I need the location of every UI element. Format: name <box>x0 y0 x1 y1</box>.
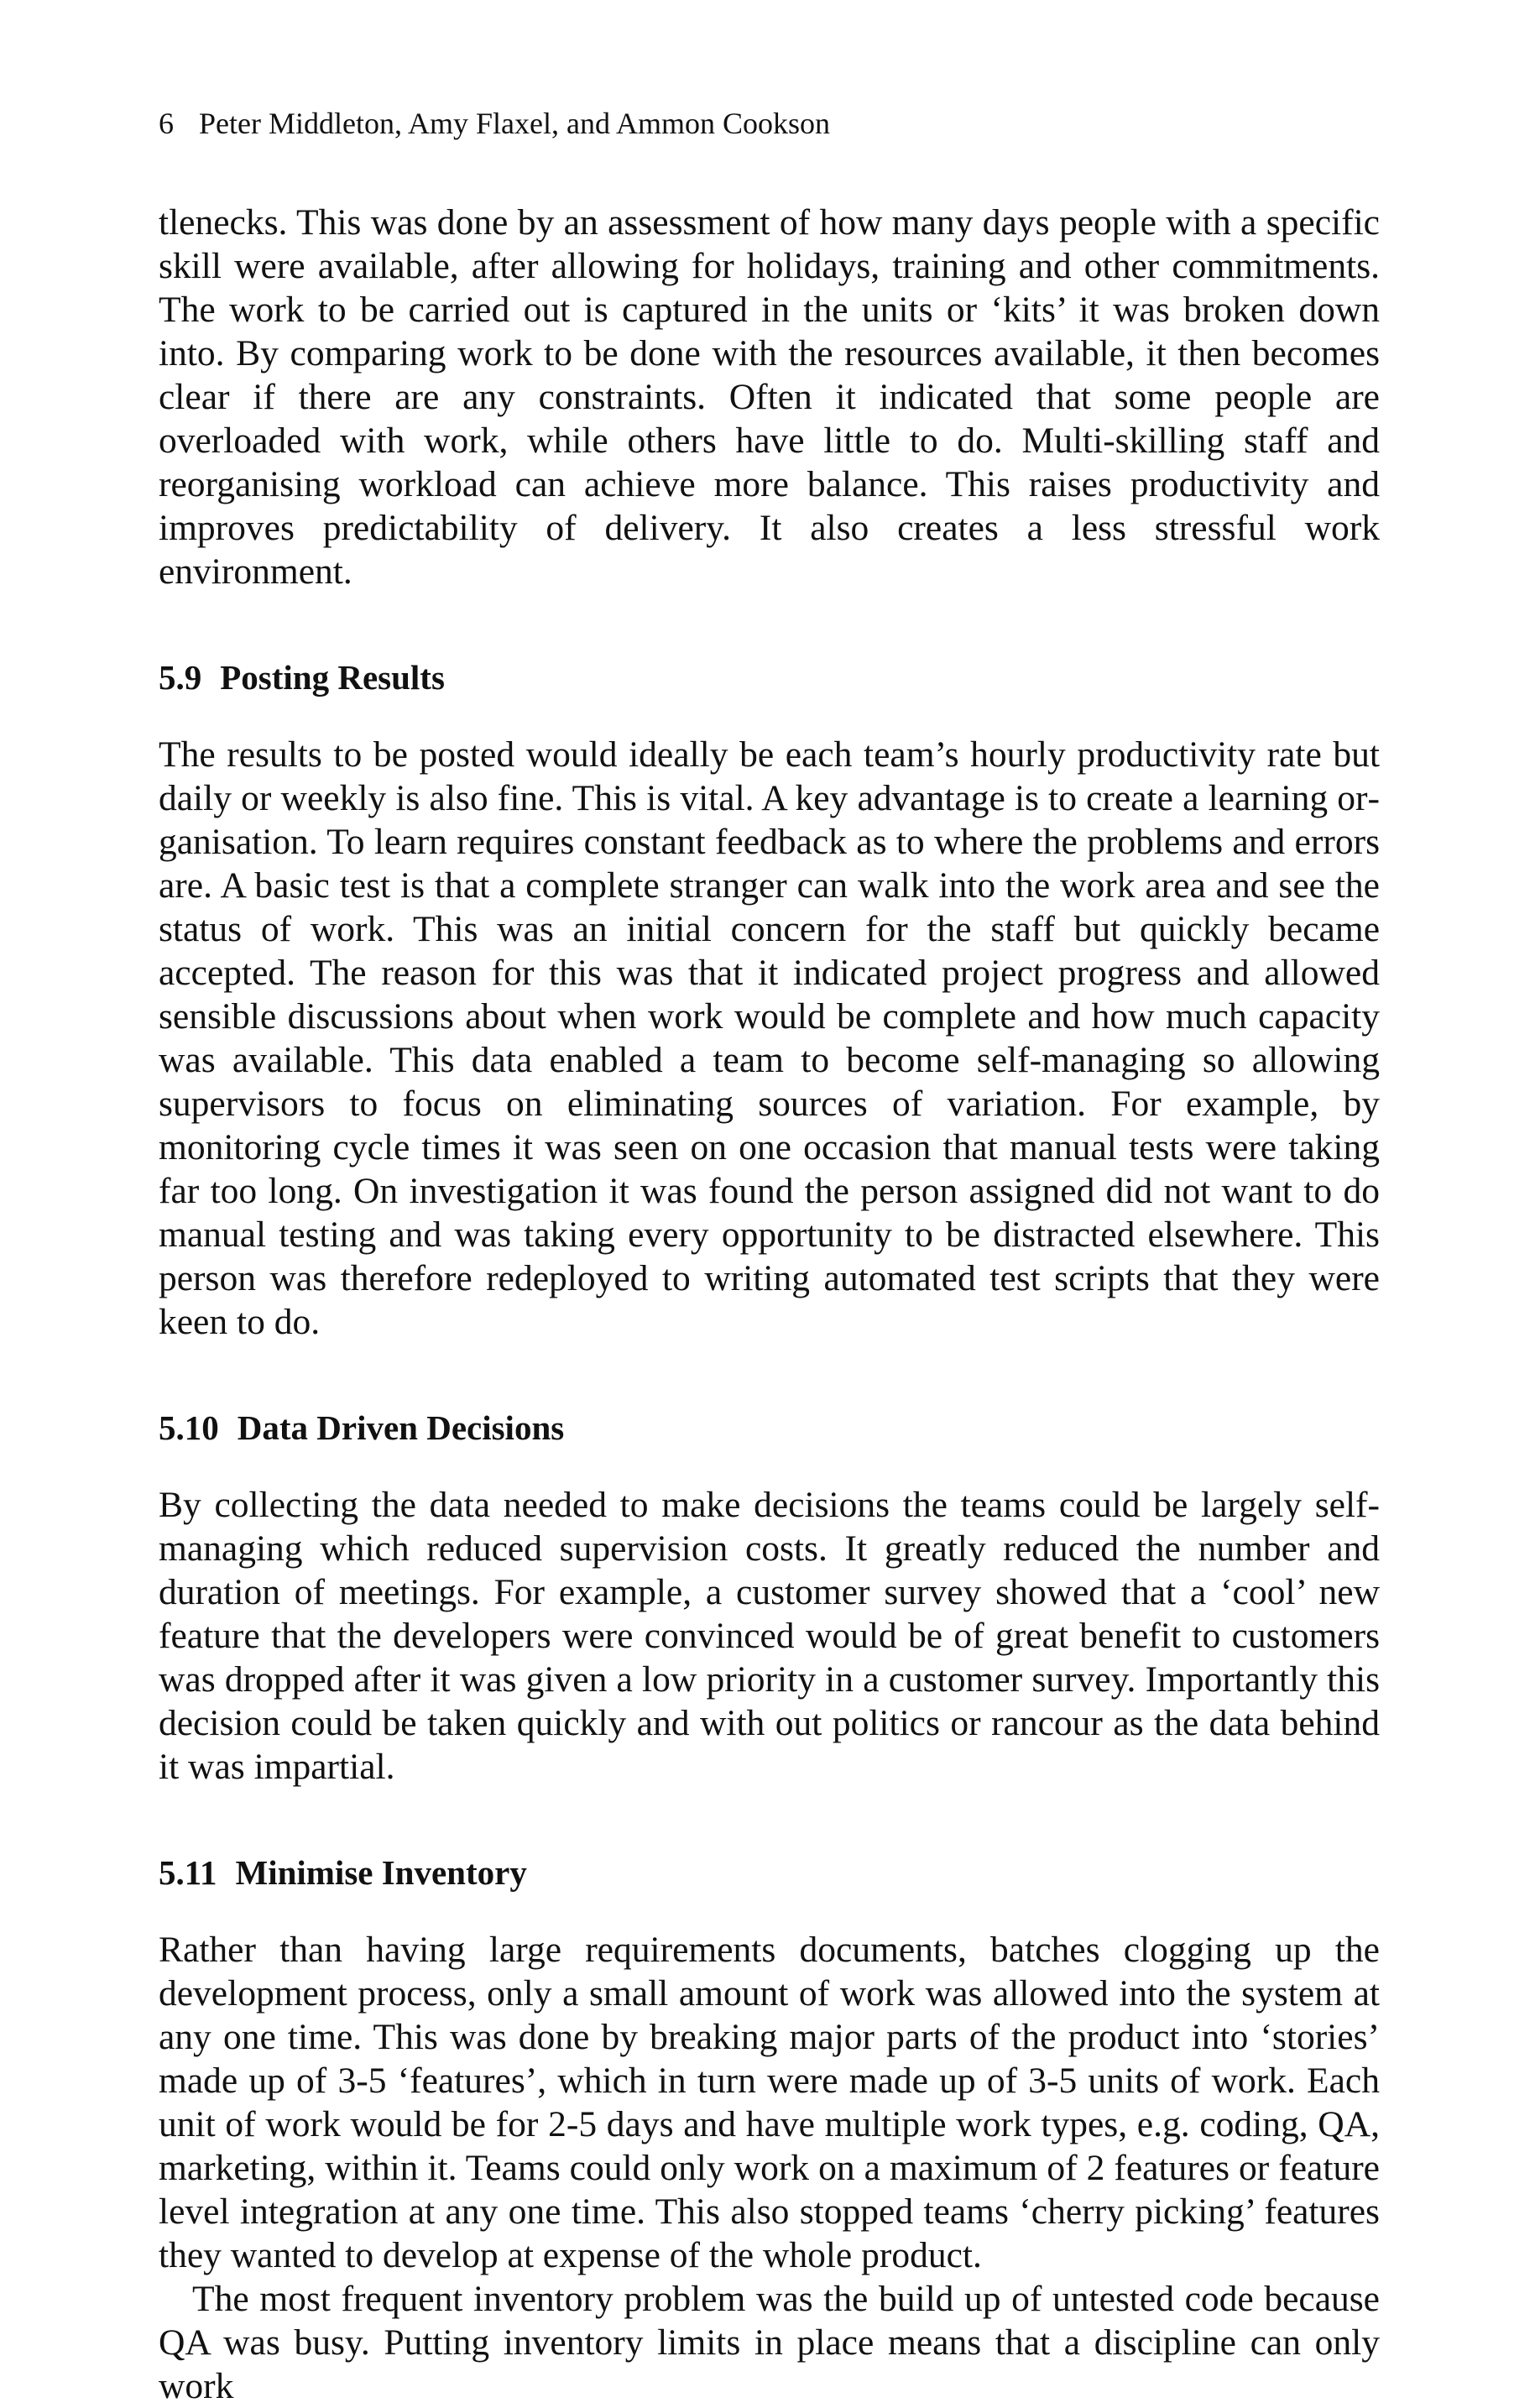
section-title: Posting Results <box>220 658 445 697</box>
running-head-authors: Peter Middleton, Amy Flaxel, and Ammon Cookson <box>199 107 830 140</box>
section-heading-5-11 <box>159 1851 1380 1894</box>
section-number: 5.10 <box>159 1408 219 1447</box>
section-number: 5.9 <box>159 658 202 697</box>
paragraph-data-driven-decisions: By collecting the data needed to make decisions the teams could be largely self-managing which reduced supervision costs. It greatly reduced the number and duration of meetings. For example, a customer survey showed that a ‘cool’ new feature that the developers were convinced would be of great benefit to customers was dropped after it was given a low priority in a customer survey. Importantly this decision could be taken quickly and with out politics or rancour as the data behind it was impartial. <box>159 1485 1380 1787</box>
section-heading-5-9 <box>159 656 1380 699</box>
section-title: Minimise Inventory <box>235 1853 527 1892</box>
running-head <box>159 105 1380 142</box>
paragraph-minimise-inventory-1: Rather than having large requirements documents, batches clogging up the development process, only a small amount of work was allowed into the system at any one time. This was done by breaking major parts of the product into ‘stories’ made up of 3-5 ‘features’, which in turn were made up of 3-5 units of work. Each unit of work would be for 2-5 days and have multiple work types, e.g. coding, QA, marketing, within it. Teams could only work on a maximum of 2 features or feature level integration at any one time. This also stopped teams ‘cherry picking’ features they wanted to develop at expense of the whole product. <box>159 1930 1380 2275</box>
book-page <box>159 105 1380 2408</box>
section-heading-5-10 <box>159 1406 1380 1450</box>
paragraph-posting-results: The results to be posted would ideally be each team’s hourly productivity rate but daily or weekly is also fine. This is vital. A key advantage is to create a learning organisation. To learn requires constant feedback as to where the problems and errors are. A basic test is that a complete stranger can walk into the work area and see the status of work. This was an initial concern for the staff but quickly became accepted. The reason for this was that it indicated project progress and allowed sensible discussions about when work would be complete and how much capacity was available. This data enabled a team to become self-managing so allowing supervisors to focus on eliminating sources of variation. For example, by monitoring cycle times it was seen on one occasion that manual tests were taking far too long. On investigation it was found the person assigned did not want to do manual testing and was taking every opportunity to be distracted elsewhere. This person was therefore redeployed to writing automated test scripts that they were keen to do. <box>159 734 1380 1342</box>
section-title: Data Driven Decisions <box>237 1408 565 1447</box>
section-number: 5.11 <box>159 1853 217 1892</box>
intro-paragraph: tlenecks. This was done by an assessment of how many days people with a specific skill were available, after allowing for holidays, training and other commitments. The work to be carried out is captured in the units or ‘kits’ it was broken down into. By comparing work to be done with the resources available, it then becomes clear if there are any constraints. Often it indicated that some people are overloaded with work, while others have little to do. Multi-skilling staff and reorganising workload can achieve more balance. This raises productivity and improves predictability of delivery. It also creates a less stressful work environment. <box>159 202 1380 592</box>
paragraph-minimise-inventory-2: The most frequent inventory problem was the build up of untested code because QA was busy. Putting inventory limits in place means that a discipline can only work <box>159 2279 1380 2406</box>
page-number: 6 <box>159 107 174 140</box>
